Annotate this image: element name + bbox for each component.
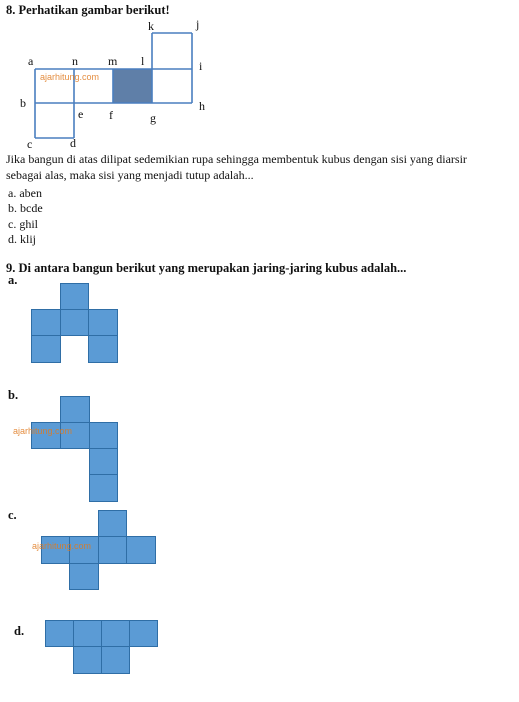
- net-square: [89, 474, 118, 502]
- net-label-j: j: [196, 17, 200, 31]
- net-square: [60, 396, 90, 423]
- net-square: [73, 620, 102, 647]
- net-square: [98, 510, 127, 537]
- net-square: [31, 309, 61, 336]
- net-square: [101, 646, 130, 674]
- net-square: [89, 448, 118, 475]
- net-label-e: e: [78, 107, 84, 121]
- question-8-title: 8. Perhatikan gambar berikut!: [6, 3, 170, 17]
- question-9-title: 9. Di antara bangun berikut yang merupakan jaring-jaring kubus adalah...: [6, 261, 407, 275]
- option-c-label: c.: [8, 508, 17, 522]
- net-label-i: i: [199, 59, 203, 73]
- net-square: [101, 620, 130, 647]
- net-square: [129, 620, 158, 647]
- option-d-label: d.: [14, 624, 25, 638]
- net-square: [31, 335, 61, 363]
- net-label-c: c: [27, 137, 33, 151]
- shaded-face: [113, 69, 152, 103]
- net-label-f: f: [109, 108, 113, 122]
- net-square: [69, 563, 99, 590]
- net-label-l: l: [141, 54, 145, 68]
- question-8-option-a: a. aben: [8, 186, 42, 200]
- watermark-q9b: ajarhitung.com: [13, 426, 73, 436]
- net-label-b: b: [20, 96, 26, 110]
- net-label-k: k: [148, 19, 154, 33]
- net-square: [126, 536, 156, 564]
- net-label-h: h: [199, 99, 205, 113]
- net-square: [88, 335, 118, 363]
- option-a-label: a.: [8, 273, 18, 287]
- net-label-d: d: [70, 136, 76, 150]
- net-square: [60, 283, 89, 310]
- net-square: [73, 646, 102, 674]
- net-label-m: m: [108, 54, 118, 68]
- net-label-n: n: [72, 54, 78, 68]
- net-label-a: a: [28, 54, 34, 68]
- net-square: [89, 422, 118, 449]
- net-square: [88, 309, 118, 336]
- watermark-q8: ajarhitung.com: [40, 72, 100, 82]
- watermark-q9c: ajarhitung.com: [32, 541, 92, 551]
- option-b-label: b.: [8, 388, 19, 402]
- question-8-text-line1: Jika bangun di atas dilipat sedemikian rupa sehingga membentuk kubus dengan sisi yang diarsir: [6, 152, 467, 166]
- net-square: [98, 536, 127, 564]
- net-square: [45, 620, 74, 647]
- question-8-option-c: c. ghil: [8, 217, 38, 231]
- question-8-option-b: b. bcde: [8, 201, 43, 215]
- net-square: [60, 309, 89, 336]
- question-8-option-d: d. klij: [8, 232, 37, 246]
- question-8-text-line2: sebagai alas, maka sisi yang menjadi tutup adalah...: [6, 168, 254, 182]
- net-label-g: g: [150, 111, 156, 125]
